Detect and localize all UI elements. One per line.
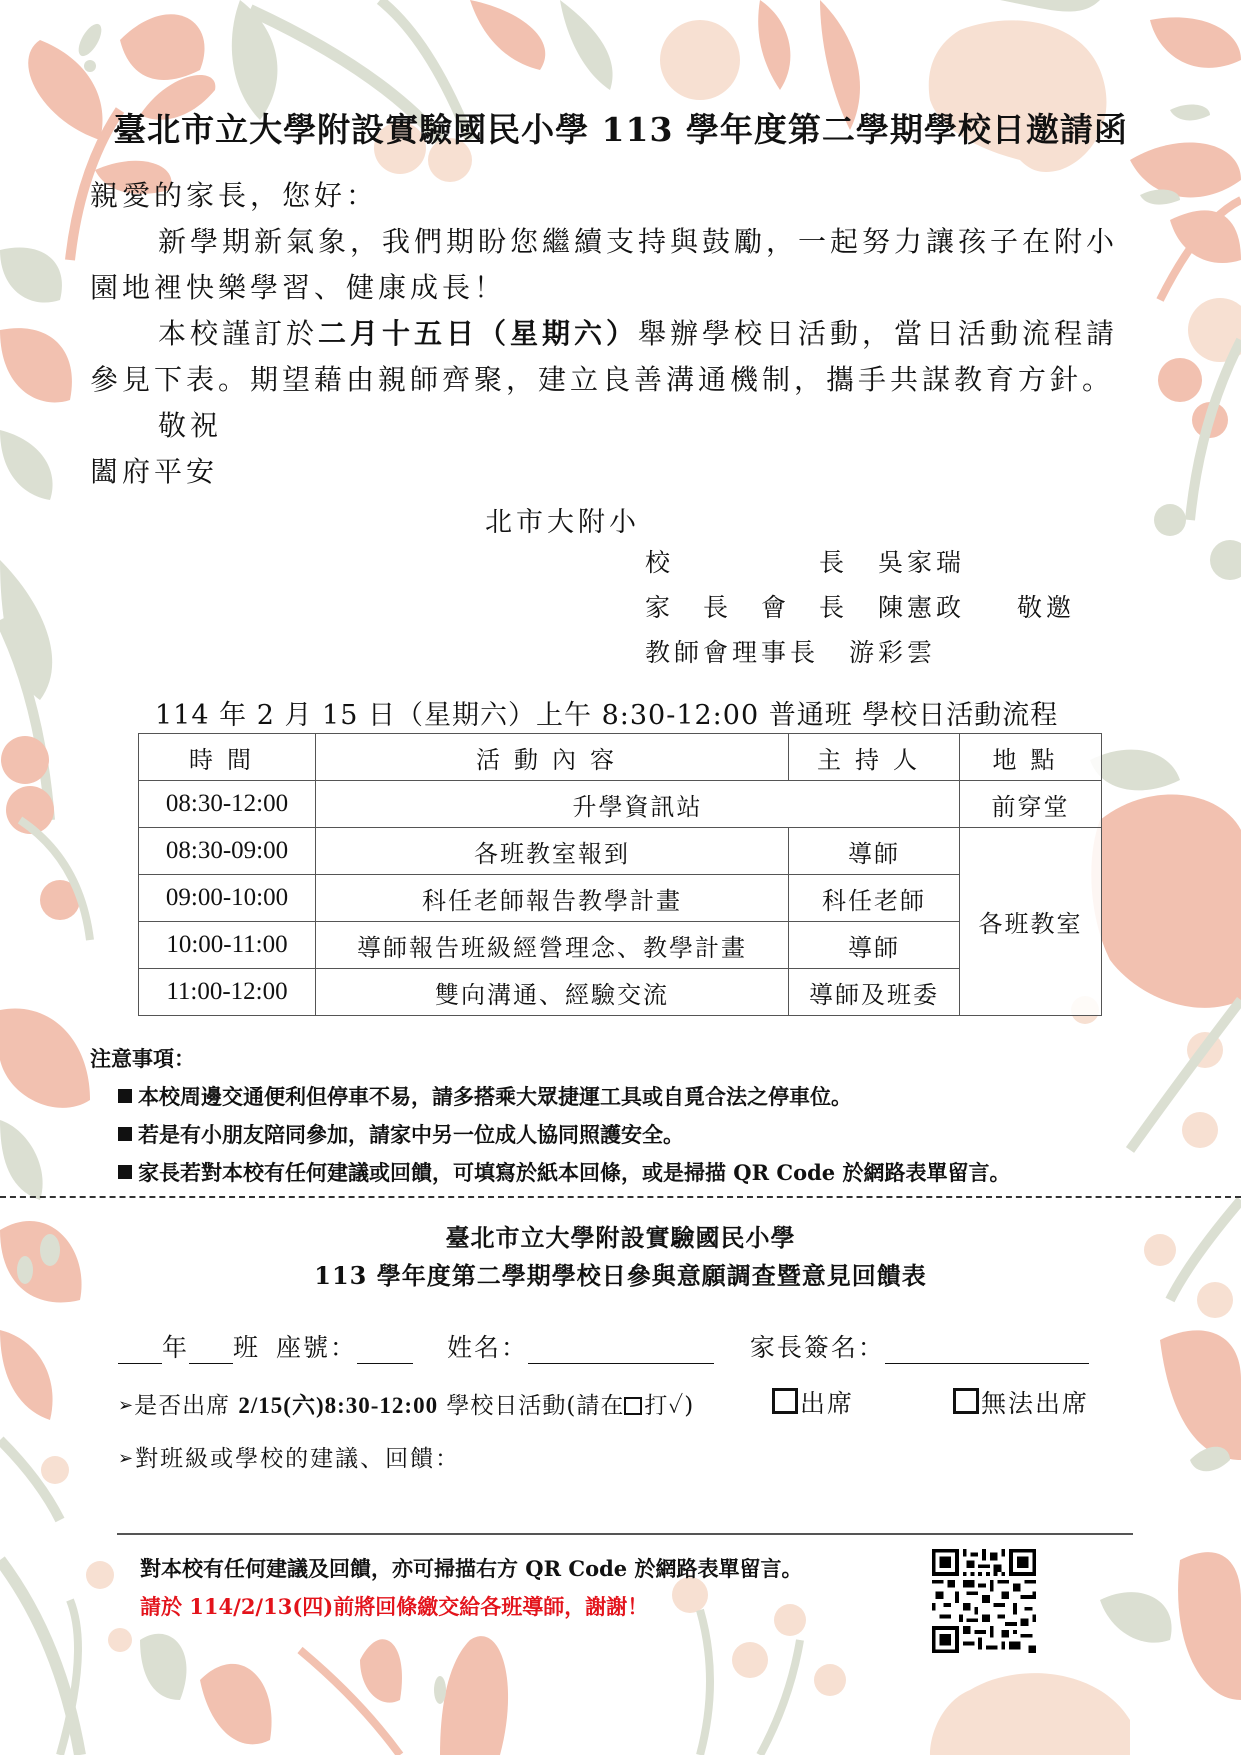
note-item bbox=[118, 1119, 684, 1149]
signature-name: 陳憲政 bbox=[877, 593, 965, 622]
seat-label: 座號： bbox=[275, 1333, 357, 1362]
column-header-time: 時間 bbox=[139, 734, 316, 781]
event-date: 二月十五日（星期六） bbox=[318, 317, 639, 350]
table-header-row bbox=[139, 734, 1102, 781]
signature-row-principal bbox=[645, 543, 965, 579]
feedback-input-area[interactable] bbox=[117, 1475, 1133, 1531]
cell-host: 導師 bbox=[789, 922, 960, 969]
arrow-bullet-icon: ➢ bbox=[118, 1448, 136, 1469]
column-header-host: 主持人 bbox=[789, 734, 960, 781]
student-name-field[interactable] bbox=[528, 1339, 714, 1364]
square-bullet-icon bbox=[118, 1165, 132, 1179]
schedule-title: 114 年 2 月 15 日（星期六）上午 8:30-12:00 普通班 學校日活動流程 bbox=[155, 700, 1059, 731]
cell-activity: 升學資訊站 bbox=[316, 781, 960, 828]
attend-checkbox[interactable] bbox=[772, 1388, 798, 1414]
cell-host: 導師 bbox=[789, 828, 960, 875]
signature-row-teachers-union bbox=[645, 633, 936, 669]
square-bullet-icon bbox=[118, 1089, 132, 1103]
feedback-label: 對班級或學校的建議、回饋： bbox=[135, 1446, 461, 1472]
signature-name: 吳家瑞 bbox=[877, 548, 965, 577]
attend-date-time: 2/15(六)8:30-12:00 bbox=[238, 1393, 439, 1418]
note-text: 本校周邊交通便利但停車不易，請多搭乘大眾捷運工具或自覓合法之停車位。 bbox=[138, 1084, 852, 1109]
feedback-row bbox=[118, 1440, 460, 1473]
parent-signature-label: 家長簽名： bbox=[749, 1333, 885, 1362]
note-text: 家長若對本校有任何建議或回饋，可填寫於紙本回條，或是掃描 QR Code 於網路表單留言。 bbox=[138, 1160, 1011, 1185]
signature-title: 家 長 會 長 bbox=[645, 593, 849, 622]
arrow-bullet-icon: ➢ bbox=[118, 1395, 135, 1416]
cell-time: 08:30-09:00 bbox=[139, 828, 316, 875]
cell-host: 導師及班委 bbox=[789, 969, 960, 1016]
schedule-table bbox=[138, 733, 1102, 1016]
table-row bbox=[139, 828, 1102, 875]
signature-title: 教師會理事長 bbox=[645, 638, 820, 667]
cell-activity: 導師報告班級經營理念、教學計畫 bbox=[316, 922, 789, 969]
signature-name: 游彩雲 bbox=[848, 638, 936, 667]
attend-question-suffix: 學校日活動(請在 bbox=[438, 1393, 625, 1419]
option-attend[interactable] bbox=[772, 1384, 854, 1420]
note-item bbox=[118, 1157, 1010, 1187]
cell-location: 各班教室 bbox=[960, 828, 1102, 1016]
deadline-note: 請於 114/2/13(四)前將回條繳交給各班導師，謝謝！ bbox=[140, 1594, 649, 1619]
name-label: 姓名： bbox=[446, 1333, 528, 1362]
class-field[interactable] bbox=[189, 1339, 233, 1364]
note-item bbox=[118, 1081, 852, 1111]
cell-activity: 科任老師報告教學計畫 bbox=[316, 875, 789, 922]
signature-org: 北市大附小 bbox=[485, 507, 640, 538]
table-row bbox=[139, 781, 1102, 828]
reply-form-title-line-2: 113 學年度第二學期學校日參與意願調查暨意見回饋表 bbox=[314, 1261, 927, 1290]
cell-activity: 雙向溝通、經驗交流 bbox=[316, 969, 789, 1016]
cell-time: 11:00-12:00 bbox=[139, 969, 316, 1016]
absent-label: 無法出席 bbox=[981, 1389, 1090, 1418]
attend-question-prefix: 是否出席 bbox=[134, 1393, 239, 1419]
signature-title: 校 長 bbox=[645, 548, 849, 577]
closing-salutation: 敬祝 bbox=[158, 409, 223, 442]
notes-title: 注意事項： bbox=[90, 1046, 195, 1071]
paragraph-1-line-1: 新學期新氣象，我們期盼您繼續支持與鼓勵，一起努力讓孩子在附小 bbox=[158, 225, 1119, 258]
paragraph-2-line-2: 參見下表。期望藉由親師齊聚，建立良善溝通機制，攜手共謀教育方針。 bbox=[90, 363, 1115, 396]
grade-field[interactable] bbox=[118, 1339, 162, 1364]
signature-suffix: 敬邀 bbox=[1016, 593, 1075, 622]
cell-time: 10:00-11:00 bbox=[139, 922, 316, 969]
seat-number-field[interactable] bbox=[357, 1339, 413, 1364]
absent-checkbox[interactable] bbox=[953, 1388, 979, 1414]
attendance-question-row bbox=[118, 1387, 694, 1420]
greeting: 親愛的家長，您好： bbox=[90, 179, 379, 212]
table-row bbox=[139, 875, 1102, 922]
column-header-location: 地點 bbox=[960, 734, 1102, 781]
grade-label: 年 bbox=[162, 1333, 190, 1362]
cell-host: 科任老師 bbox=[789, 875, 960, 922]
cell-time: 08:30-12:00 bbox=[139, 781, 316, 828]
signature-row-pta bbox=[645, 588, 1075, 624]
document-title: 臺北市立大學附設實驗國民小學 113 學年度第二學期學校日邀請函 bbox=[113, 110, 1128, 149]
qr-code[interactable] bbox=[928, 1545, 1040, 1657]
paragraph-2-line-1 bbox=[158, 312, 1118, 352]
reply-form-title-line-1: 臺北市立大學附設實驗國民小學 bbox=[445, 1223, 796, 1252]
option-absent[interactable] bbox=[953, 1384, 1089, 1420]
square-bullet-icon bbox=[118, 1127, 132, 1141]
parent-signature-field[interactable] bbox=[885, 1339, 1089, 1364]
table-row bbox=[139, 969, 1102, 1016]
closing-wish: 闔府平安 bbox=[90, 455, 219, 488]
column-header-activity: 活動內容 bbox=[316, 734, 789, 781]
attend-question-end: 打✓) bbox=[644, 1393, 695, 1419]
attend-label: 出席 bbox=[800, 1389, 855, 1418]
cell-time: 09:00-10:00 bbox=[139, 875, 316, 922]
student-info-row bbox=[118, 1328, 1089, 1364]
cut-line-divider bbox=[0, 1196, 1241, 1198]
checkbox-sample-icon bbox=[624, 1397, 642, 1415]
paragraph-2-suffix: 舉辦學校日活動，當日活動流程請 bbox=[638, 317, 1119, 350]
class-label: 班 bbox=[233, 1333, 261, 1362]
paragraph-2-prefix: 本校謹訂於 bbox=[158, 317, 319, 350]
feedback-underline bbox=[117, 1533, 1133, 1535]
table-row bbox=[139, 922, 1102, 969]
qr-instruction: 對本校有任何建議及回饋，亦可掃描右方 QR Code 於網路表單留言。 bbox=[140, 1556, 803, 1581]
note-text: 若是有小朋友陪同參加，請家中另一位成人協同照護安全。 bbox=[138, 1122, 684, 1147]
paragraph-1-line-2: 園地裡快樂學習、健康成長！ bbox=[90, 271, 507, 304]
cell-location: 前穿堂 bbox=[960, 781, 1102, 828]
cell-activity: 各班教室報到 bbox=[316, 828, 789, 875]
